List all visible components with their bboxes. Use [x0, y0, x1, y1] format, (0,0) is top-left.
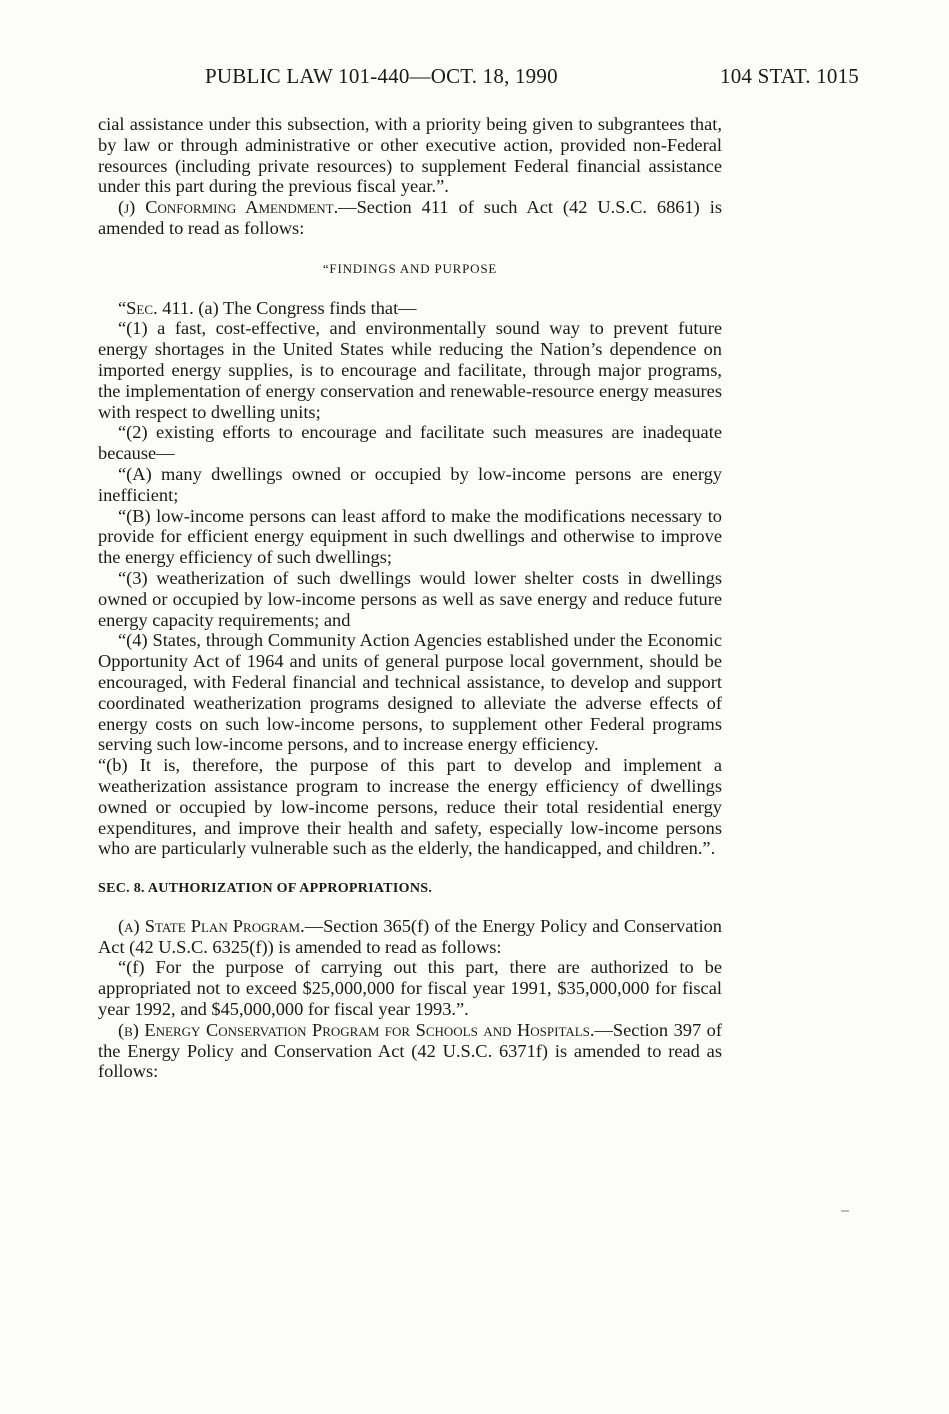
sec-411-intro: [98, 298, 722, 319]
purpose-paragraph: [98, 755, 722, 859]
state-plan-paragraph: [98, 916, 722, 958]
public-law-citation: PUBLIC LAW 101-440—OCT. 18, 1990: [205, 64, 558, 88]
finding-1: “(1) a fast, cost-effective, and environmentally sound way to prevent future energy shortages in the United States while reducing the Nation’s dependence on imported energy supplies, is to encourage and facilitate, through major programs, the implementation of energy conservation and renewable-resource energy measures with respect to dwelling units;: [98, 318, 722, 422]
state-plan-text: —Section 365(f) of the Energy Policy and Conservation Act (42 U.S.C. 6325(f)) is amended to read as follows:: [98, 915, 722, 957]
conforming-amendment-paragraph: [98, 197, 722, 239]
schools-hospitals-label: (b) Energy Conservation Program for Schools and Hospitals.: [118, 1019, 595, 1040]
state-plan-label: (a) State Plan Program.: [118, 915, 305, 936]
finding-2: “(2) existing efforts to encourage and facilitate such measures are inadequate because—: [98, 422, 722, 464]
finding-2a: “(A) many dwellings owned or occupied by low-income persons are energy inefficient;: [98, 463, 722, 505]
page-header: [205, 64, 859, 94]
scan-smudge: [841, 1210, 849, 1212]
sec-411-text: 411. (a) The Congress finds that—: [157, 297, 417, 318]
sec-411-label: “Sec.: [118, 297, 158, 318]
statute-page-number: 104 STAT. 1015: [720, 64, 859, 88]
finding-3: “(3) weatherization of such dwellings would lower shelter costs in dwellings owned or occupied by low-income persons as well as save energy and reduce future energy capacity requirements; and: [98, 567, 722, 630]
schools-hospitals-paragraph: [98, 1020, 722, 1082]
finding-4: “(4) States, through Community Action Agencies established under the Economic Opportunity Act of 1964 and units of general purpose local government, should be encouraged, with Federal financial and technical assistance, to develop and support coordinated weatherization programs designed to alleviate the adverse effects of energy costs on such low-income persons, to supplement other Federal programs serving such low-income persons, and to increase energy efficiency.: [98, 630, 722, 755]
finding-2b: “(B) low-income persons can least afford to make the modifications necessary to provide for efficient energy equipment in such dwellings and otherwise to improve the energy efficiency of such dwellings;: [98, 505, 722, 568]
schools-hospitals-text: —Section 397 of the Energy Policy and Conservation Act (42 U.S.C. 6371f) is amended to read as follows:: [98, 1019, 722, 1082]
purpose-text: “(b) It is, therefore, the purpose of this part to develop and implement a weatherization assistance program to increase the energy efficiency of dwellings owned or occupied by low-income persons, reduce their total residential energy expenditures, and improve their health and safety, especially low-income persons who are particularly vulnerable such as the elderly, the handicapped, and children.”.: [98, 755, 722, 859]
appropriations-paragraph: “(f) For the purpose of carrying out this part, there are authorized to be appropriated not to exceed $25,000,000 for fiscal year 1991, $35,000,000 for fiscal year 1992, and $45,000,000 for fiscal year 1993.”.: [98, 957, 722, 1020]
conforming-amendment-label: (j) Conforming Amendment.: [118, 197, 339, 218]
findings-heading: “FINDINGS AND PURPOSE: [322, 260, 498, 276]
continuation-paragraph: cial assistance under this subsection, with a priority being given to subgrantees that, by law or through administrative or other executive action, provided non-Federal resources (including private resources) to supplement Federal financial assistance under this part during the previous fiscal year.”.: [98, 114, 722, 197]
conforming-amendment-text: —Section 411 of such Act (42 U.S.C. 6861) is amended to read as follows:: [98, 197, 723, 238]
sec-8-heading: SEC. 8. AUTHORIZATION OF APPROPRIATIONS.: [98, 881, 433, 897]
document-body: [98, 114, 722, 1082]
